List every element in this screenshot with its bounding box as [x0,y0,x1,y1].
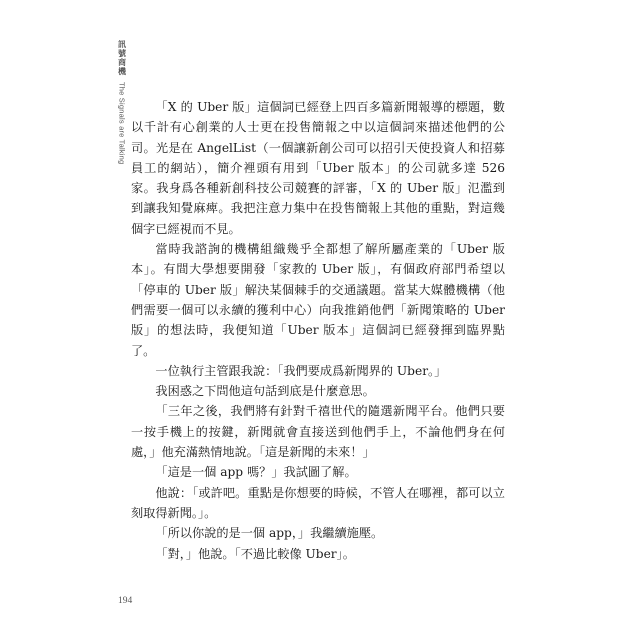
paragraph: 「所以你說的是一個 app，」我繼續施壓。 [155,526,384,541]
paragraph: 他說：「或許吧。重點是你想要的時候，不管人在哪裡，都可以立刻取得新聞。」。 [131,485,505,520]
paragraph: 「三年之後，我們將有針對千禧世代的隨選新聞平台。他們只要一按手機上的按鍵，新聞就會直接送到他們手上，不論他們身在何處，」他充滿熱情地說。「這是新聞的未來！」 [131,404,505,460]
body-text [131,97,505,564]
paragraph: 一位執行主管跟我說：「我們要成爲新聞界的 Uber。」 [155,363,447,378]
paragraph: 「這是一個 app 嗎？」我試圖了解。 [155,465,357,480]
running-head-title-chinese: 訊號商機 [117,40,127,76]
paragraph: 「X 的 Uber 版」這個詞已經登上四百多篇新聞報導的標題，數以千計有心創業的人士更在投售簡報之中以這個詞來描述他們的公司。光是在 AngelList（一個讓新創公司可以招引天使投資人和招募員工的網站），簡介裡頭有用到「Uber 版本」的公司就多達 526 家。我身爲各種新創科技公司競賽的評審，「X 的 Uber 版」氾濫到到讓我知覺麻痺。我把注意力集中在投售簡報上其他的重點，對這幾個字已經視而不見。 [131,100,505,236]
paragraph: 我困惑之下問他這句話到底是什麼意思。 [155,384,375,399]
page-number: 194 [118,596,133,606]
paragraph: 當時我諮詢的機構組織幾乎全都想了解所屬產業的「Uber 版本」。有間大學想要開發「家教的 Uber 版」，有個政府部門希望以「停車的 Uber 版」解決某個棘手的交通議題。當某大媒體機構（他們需要一個可以永續的獲利中心）向我推銷他們「新聞策略的 Uber 版」的想法時，我便知道「Uber 版本」這個詞已經發揮到臨界點了。 [131,242,505,358]
paragraph: 「對，」他說。「不過比較像 Uber」。 [155,546,355,561]
running-head-title-english: The Signals are Talking [117,82,127,165]
running-head [111,40,133,164]
